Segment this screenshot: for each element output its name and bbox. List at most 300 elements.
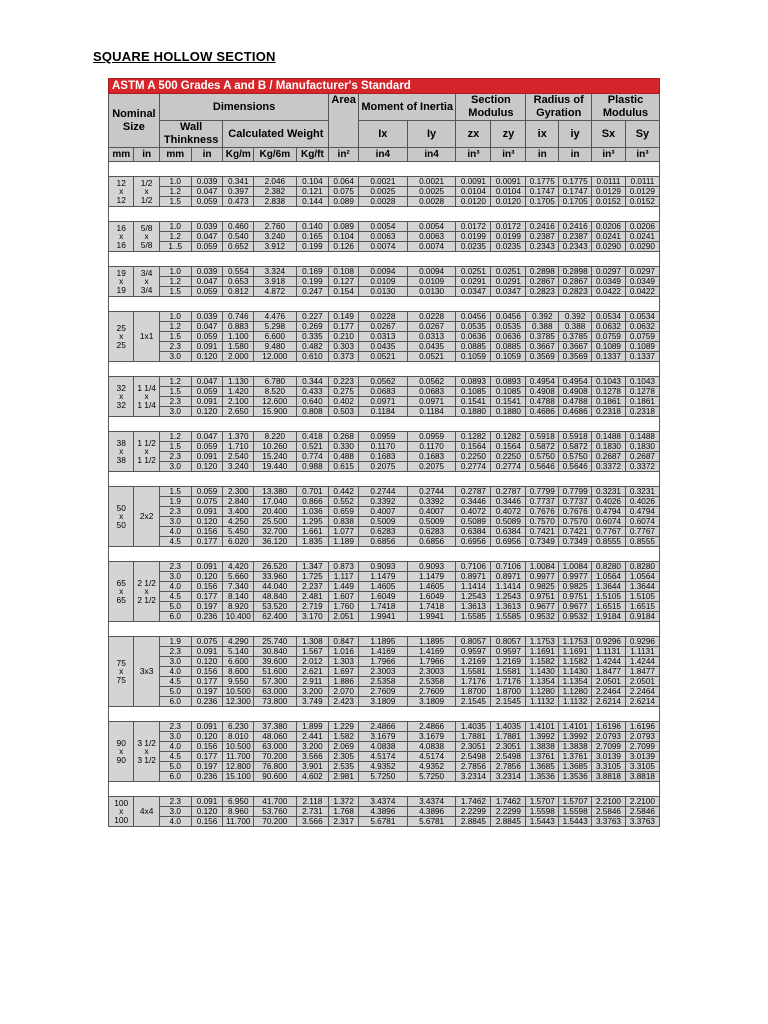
data-cell: 12.000 [254,352,296,362]
data-cell: 2.051 [329,612,359,622]
data-cell: 0.2343 [526,242,559,252]
data-cell: 3.240 [223,462,254,472]
data-cell: 0.4026 [592,497,626,507]
data-cell: 0.275 [329,387,359,397]
units-row [109,148,660,162]
unit-cell: in [134,148,159,162]
data-cell: 11.700 [223,817,254,827]
data-cell: 3.912 [254,242,296,252]
data-cell: 0.0054 [407,222,456,232]
data-cell: 2.3051 [491,742,526,752]
data-cell: 1.710 [223,442,254,452]
data-cell: 2.0793 [625,732,659,742]
data-cell: 3.0 [159,572,191,582]
size-line: 3 1/2 [137,754,156,765]
data-cell: 0.9751 [526,592,559,602]
data-cell: 0.1085 [456,387,491,397]
data-cell: 0.039 [191,312,223,322]
data-cell: 41.700 [254,797,296,807]
data-cell: 12.800 [223,762,254,772]
table-row [109,442,660,452]
data-cell: 1.5581 [491,667,526,677]
data-cell: 0.0235 [491,242,526,252]
data-cell: 11.700 [223,752,254,762]
data-cell: 0.0091 [491,177,526,187]
size-mm-cell [109,312,134,362]
data-cell: 1.8477 [592,667,626,677]
data-cell: 0.199 [296,277,329,287]
data-cell: 1.5 [159,442,191,452]
data-cell: 6.780 [254,377,296,387]
data-cell: 0.4954 [526,377,559,387]
data-cell: 0.7767 [592,527,626,537]
data-cell: 0.0152 [625,197,659,207]
data-cell: 0.9296 [625,637,659,647]
data-cell: 0.169 [296,267,329,277]
data-cell: 2.3 [159,797,191,807]
data-cell: 0.0109 [407,277,456,287]
size-line: 3/4 [140,267,153,278]
data-cell: 2.300 [223,487,254,497]
data-cell: 5.7250 [407,772,456,782]
data-cell: 1.130 [223,377,254,387]
data-cell: 15.100 [223,772,254,782]
data-cell: 1.372 [329,797,359,807]
data-cell: 2.7609 [358,687,407,697]
data-cell: 2.760 [254,222,296,232]
data-cell: 1.370 [223,432,254,442]
data-cell: 0.0636 [491,332,526,342]
data-cell: 0.1541 [491,397,526,407]
data-cell: 0.4072 [491,507,526,517]
table-row [109,647,660,657]
data-cell: 0.1488 [592,432,626,442]
data-cell: 0.0893 [491,377,526,387]
data-cell: 0.3785 [559,332,592,342]
table-row [109,562,660,572]
data-cell: 0.6283 [407,527,456,537]
data-cell: 4.0 [159,667,191,677]
size-inch-cell [134,797,159,827]
data-cell: 0.127 [329,277,359,287]
table-row [109,407,660,417]
table-row [109,352,660,362]
data-cell: 1.661 [296,527,329,537]
data-cell: 0.2318 [625,407,659,417]
data-cell: 0.8971 [456,572,491,582]
data-cell: 1.6049 [358,592,407,602]
data-cell: 2.3 [159,562,191,572]
data-cell: 2.540 [223,452,254,462]
data-cell: 0.0521 [358,352,407,362]
data-cell: 0.047 [191,277,223,287]
data-cell: 2.237 [296,582,329,592]
data-cell: 0.0347 [491,287,526,297]
data-cell: 1.5707 [559,797,592,807]
data-cell: 1.3536 [559,772,592,782]
data-cell: 2.441 [296,732,329,742]
data-cell: 1.5585 [456,612,491,622]
data-cell: 0.047 [191,187,223,197]
data-cell: 1.9 [159,637,191,647]
data-cell: 1.2 [159,232,191,242]
data-cell: 0.9825 [559,582,592,592]
data-cell: 0.120 [191,517,223,527]
data-cell: 0.0129 [625,187,659,197]
data-cell: 0.2787 [491,487,526,497]
data-cell: 3.170 [296,612,329,622]
size-mm-cell [109,487,134,547]
data-cell: 0.126 [329,242,359,252]
unit-cell: in³ [592,148,626,162]
data-cell: 0.0297 [625,267,659,277]
data-cell: 1.5585 [491,612,526,622]
data-cell: 36.120 [254,537,296,547]
data-cell: 0.388 [526,322,559,332]
data-cell: 3.0 [159,462,191,472]
data-cell: 2.911 [296,677,329,687]
data-cell: 0.988 [296,462,329,472]
data-cell: 1.4605 [407,582,456,592]
data-cell: 0.1337 [625,352,659,362]
data-cell: 37.380 [254,722,296,732]
data-cell: 0.2898 [526,267,559,277]
data-cell: 1.3992 [559,732,592,742]
data-cell: 0.1830 [625,442,659,452]
data-cell: 3.566 [296,817,329,827]
data-cell: 8.220 [254,432,296,442]
data-cell: 1.1582 [559,657,592,667]
data-cell: 1.2 [159,322,191,332]
data-cell: 2.069 [329,742,359,752]
data-cell: 0.1564 [456,442,491,452]
table-row [109,762,660,772]
size-line: 50 [116,502,126,513]
data-cell: 0.9751 [559,592,592,602]
data-cell: 0.0349 [592,277,626,287]
data-cell: 0.460 [223,222,254,232]
data-cell: 4.0838 [358,742,407,752]
spacer-cell [109,417,660,432]
size-line: 100 [114,814,129,825]
size-inch-cell [134,312,159,362]
data-cell: 2.7856 [456,762,491,772]
data-cell: 2.7099 [625,742,659,752]
data-cell: 0.3231 [625,487,659,497]
group-spacer [109,162,660,177]
data-cell: 0.0456 [456,312,491,322]
size-line: 3x3 [139,666,154,677]
data-cell: 0.0683 [407,387,456,397]
data-cell: 1.7176 [491,677,526,687]
data-cell: 33.960 [254,572,296,582]
data-cell: 0.8555 [592,537,626,547]
table-row [109,332,660,342]
data-cell: 0.4794 [592,507,626,517]
data-cell: 1.7966 [358,657,407,667]
data-cell: 0.059 [191,287,223,297]
table-row [109,377,660,387]
data-cell: 3.3105 [592,762,626,772]
data-cell: 0.2687 [625,452,659,462]
table-row [109,222,660,232]
table-row [109,612,660,622]
data-cell: 1.1691 [559,647,592,657]
data-cell: 0.1861 [625,397,659,407]
data-cell: 6.0 [159,697,191,707]
section-properties-table [108,78,660,827]
data-cell: 0.0422 [625,287,659,297]
spacer-cell [109,162,660,177]
data-cell: 0.047 [191,232,223,242]
data-cell: 0.4007 [407,507,456,517]
data-cell: 0.091 [191,562,223,572]
data-cell: 2.7856 [491,762,526,772]
table-row [109,697,660,707]
data-cell: 0.2867 [526,277,559,287]
data-cell: 0.7737 [559,497,592,507]
group-spacer [109,297,660,312]
data-cell: 12.300 [223,697,254,707]
data-cell: 1.308 [296,637,329,647]
data-cell: 0.0534 [625,312,659,322]
data-cell: 2.5498 [491,752,526,762]
page-title: SQUARE HOLLOW SECTION [93,49,276,64]
data-cell: 0.1683 [358,452,407,462]
data-cell: 0.120 [191,462,223,472]
data-cell: 1.5598 [559,807,592,817]
data-cell: 0.0535 [491,322,526,332]
data-cell: 1.1430 [526,667,559,677]
table-row [109,187,660,197]
data-cell: 1.9941 [407,612,456,622]
data-cell: 62.400 [254,612,296,622]
data-cell: 3.0 [159,732,191,742]
data-cell: 0.659 [329,507,359,517]
data-cell: 0.0199 [456,232,491,242]
data-cell: 63.000 [254,742,296,752]
data-cell: 0.0562 [407,377,456,387]
data-cell: 1.3838 [526,742,559,752]
data-cell: 0.0313 [407,332,456,342]
data-cell: 3.1679 [407,732,456,742]
data-cell: 1.5581 [456,667,491,677]
data-cell: 10.400 [223,612,254,622]
data-cell: 2.3003 [358,667,407,677]
size-mm-cell [109,722,134,782]
data-cell: 0.197 [191,762,223,772]
data-cell: 0.392 [526,312,559,322]
data-cell: 1.5707 [526,797,559,807]
data-cell: 2.535 [329,762,359,772]
data-cell: 0.0094 [407,267,456,277]
data-cell: 0.227 [296,312,329,322]
data-cell: 1.449 [329,582,359,592]
data-cell: 0.0025 [358,187,407,197]
data-cell: 1.0084 [559,562,592,572]
data-cell: 2.305 [329,752,359,762]
unit-cell: in² [329,148,359,162]
data-cell: 1.2543 [491,592,526,602]
data-cell: 48.060 [254,732,296,742]
data-cell: 0.1282 [456,432,491,442]
table-row [109,267,660,277]
data-cell: 1.760 [329,602,359,612]
data-cell: 1.0084 [526,562,559,572]
size-inch-cell [134,267,159,297]
data-cell: 4.5174 [358,752,407,762]
data-cell: 0.1747 [559,187,592,197]
data-cell: 0.5089 [491,517,526,527]
data-cell: 0.0347 [456,287,491,297]
data-cell: 17.040 [254,497,296,507]
data-cell: 6.0 [159,612,191,622]
size-line: 2x2 [139,511,154,522]
data-cell: 0.610 [296,352,329,362]
data-cell: 0.2387 [526,232,559,242]
data-cell: 2.4866 [407,722,456,732]
data-cell: 0.0206 [625,222,659,232]
data-cell: 0.6283 [358,527,407,537]
data-cell: 5.140 [223,647,254,657]
data-cell: 2.2299 [491,807,526,817]
data-cell: 0.8280 [625,562,659,572]
data-cell: 2.5846 [625,807,659,817]
data-cell: 0.341 [223,177,254,187]
data-cell: 4.5 [159,752,191,762]
data-cell: 3.1809 [358,697,407,707]
size-line: 2 1/2 [137,577,156,588]
data-cell: 0.5872 [559,442,592,452]
data-cell: 3.918 [254,277,296,287]
header-radius-of-gyration: Radius of Gyration [526,94,592,121]
data-cell: 0.0251 [491,267,526,277]
data-cell: 0.7676 [526,507,559,517]
header-iy: Iy [407,121,456,148]
data-cell: 0.883 [223,322,254,332]
data-cell: 0.4908 [526,387,559,397]
unit-cell: in [559,148,592,162]
data-cell: 2.6214 [625,697,659,707]
data-cell: 2.046 [254,177,296,187]
table-row [109,732,660,742]
data-cell: 8.520 [254,387,296,397]
data-cell: 25.500 [254,517,296,527]
unit-cell: in³ [456,148,491,162]
data-cell: 0.4954 [559,377,592,387]
table-row [109,322,660,332]
data-cell: 0.0267 [407,322,456,332]
table-row [109,572,660,582]
data-cell: 4.5 [159,537,191,547]
data-cell: 1.2169 [456,657,491,667]
data-cell: 1.886 [329,677,359,687]
data-cell: 2.621 [296,667,329,677]
data-cell: 0.0632 [592,322,626,332]
size-mm-cell [109,177,134,207]
data-cell: 1.7881 [491,732,526,742]
data-cell: 0.0313 [358,332,407,342]
data-cell: 0.402 [329,397,359,407]
table-row [109,517,660,527]
size-line: 32 [116,382,126,393]
data-cell: 0.0111 [592,177,626,187]
data-cell: 0.0028 [407,197,456,207]
size-line: 75 [116,657,126,668]
data-cell: 3.0 [159,352,191,362]
data-cell: 3.2314 [456,772,491,782]
data-cell: 4.3896 [358,807,407,817]
data-cell: 0.335 [296,332,329,342]
size-line: 25 [116,339,126,350]
data-cell: 2.423 [329,697,359,707]
data-cell: 0.1043 [625,377,659,387]
data-cell: 2.8845 [491,817,526,827]
size-line: x [119,276,124,287]
data-cell: 0.0893 [456,377,491,387]
data-cell: 0.047 [191,322,223,332]
data-cell: 1.3838 [559,742,592,752]
table-row [109,497,660,507]
header-rx: ix [526,121,559,148]
data-cell: 0.1059 [491,352,526,362]
header-ry: iy [559,121,592,148]
data-cell: 0.059 [191,487,223,497]
data-cell: 0.9825 [526,582,559,592]
table-row [109,432,660,442]
data-cell: 0.9532 [526,612,559,622]
unit-cell: Kg/m [223,148,254,162]
data-cell: 2.3 [159,647,191,657]
data-cell: 1.768 [329,807,359,817]
data-cell: 0.091 [191,452,223,462]
data-cell: 0.0104 [456,187,491,197]
data-cell: 2.3 [159,342,191,352]
data-cell: 10.260 [254,442,296,452]
data-cell: 0.0028 [358,197,407,207]
size-inch-cell [134,722,159,782]
data-cell: 3.0 [159,807,191,817]
size-mm-cell [109,797,134,827]
size-line: x [144,586,149,597]
size-line: x [144,276,149,287]
table-row [109,397,660,407]
data-cell: 1.295 [296,517,329,527]
spacer-cell [109,782,660,797]
data-cell: 8.140 [223,592,254,602]
data-cell: 0.108 [329,267,359,277]
data-cell: 2.3 [159,722,191,732]
data-cell: 2.840 [223,497,254,507]
data-cell: 1.5 [159,387,191,397]
data-cell: 0.2774 [491,462,526,472]
data-cell: 0.6956 [491,537,526,547]
data-cell: 0.0130 [407,287,456,297]
data-cell: 0.2823 [559,287,592,297]
group-spacer [109,472,660,487]
data-cell: 0.1170 [407,442,456,452]
data-cell: 0.9093 [358,562,407,572]
data-cell: 0.0885 [491,342,526,352]
data-cell: 5.660 [223,572,254,582]
size-line: x [144,391,149,402]
data-cell: 0.0074 [407,242,456,252]
data-cell: 0.197 [191,687,223,697]
data-cell: 0.388 [559,322,592,332]
data-cell: 1.7418 [358,602,407,612]
table-row [109,232,660,242]
data-cell: 1.2543 [456,592,491,602]
